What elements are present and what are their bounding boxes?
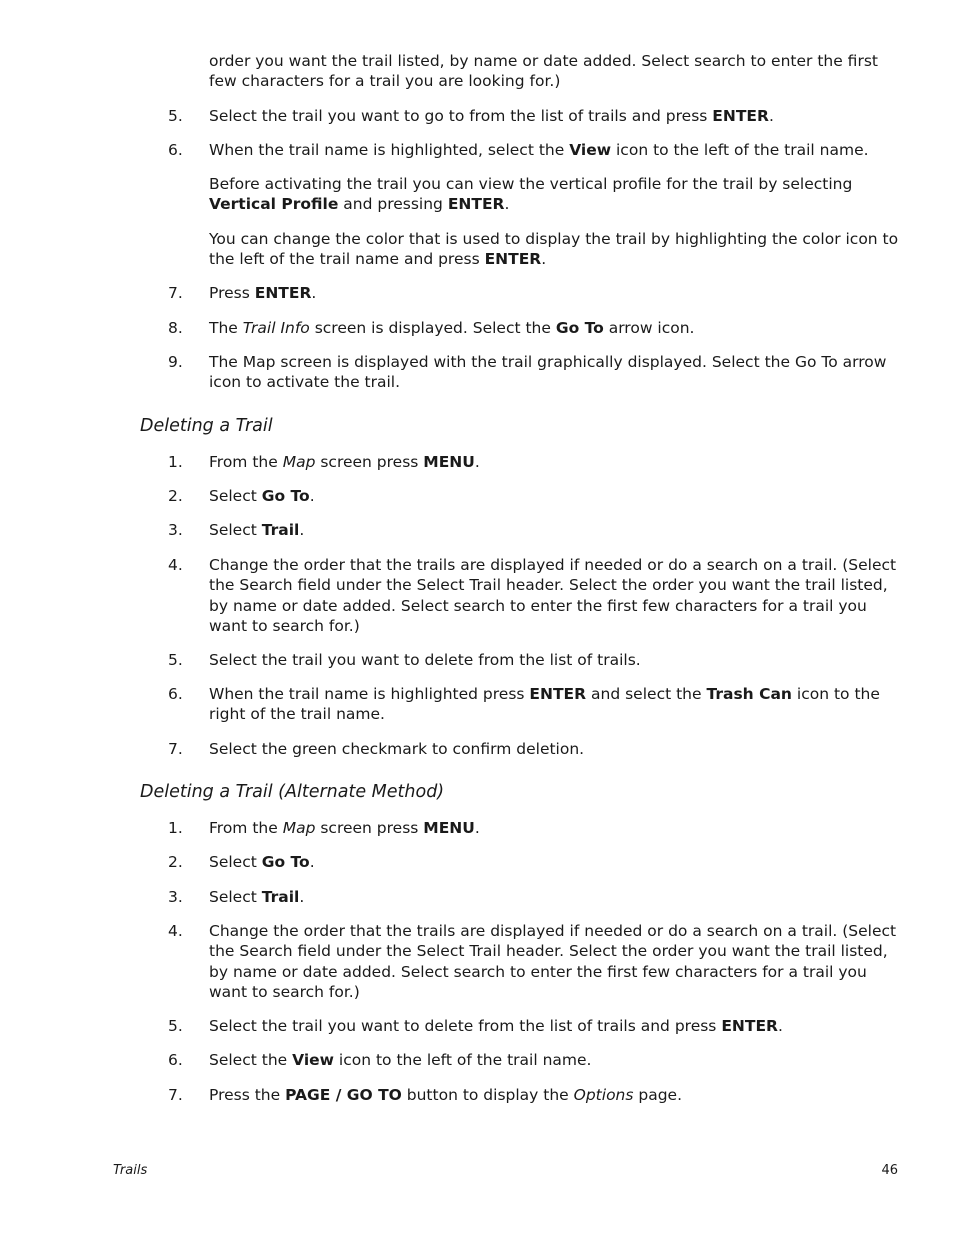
step-text: Change the order that the trails are displayed if needed or do a search on a trail. (Select the Search field under the Select Trail header. Select the order you want the trail listed, by name or date added. Select search to enter the first few characters for a trail you want to search for.) [209, 922, 897, 1001]
step-text: The Map screen is displayed with the trail graphically displayed. Select the Go To arrow icon to activate the trail. [209, 353, 887, 392]
step-number: 5. [168, 107, 183, 125]
section-heading: Deleting a Trail [140, 416, 273, 436]
page-number: 46 [881, 1163, 898, 1178]
note-paragraph: You can change the color that is used to display the trail by highlighting the color icon to the left of the trail name and press ENTER. [209, 230, 899, 269]
step-text: Select Go To. [209, 487, 315, 505]
step-number: 3. [168, 521, 183, 539]
step-number: 5. [168, 1017, 183, 1035]
step-number: 6. [168, 685, 183, 703]
step-number: 5. [168, 651, 183, 669]
step-number: 1. [168, 819, 183, 837]
step-text: Select the green checkmark to confirm deletion. [209, 740, 585, 758]
note-paragraph: Before activating the trail you can view the vertical profile for the trail by selecting Vertical Profile and pressing ENTER. [209, 175, 853, 214]
step-text: Select Trail. [209, 521, 305, 539]
step-number: 1. [168, 453, 183, 471]
step-number: 2. [168, 487, 183, 505]
step-text: Select the trail you want to delete from the list of trails and press ENTER. [209, 1017, 783, 1035]
step-text: Press the PAGE / GO TO button to display the Options page. [209, 1086, 683, 1104]
step-number: 4. [168, 922, 183, 940]
step-number: 7. [168, 284, 183, 302]
step-text: Select the View icon to the left of the trail name. [209, 1051, 592, 1069]
step-number: 4. [168, 556, 183, 574]
step-text: From the Map screen press MENU. [209, 819, 480, 837]
step-text: The Trail Info screen is displayed. Select the Go To arrow icon. [209, 319, 695, 337]
step-text: When the trail name is highlighted, select the View icon to the left of the trail name. [209, 141, 869, 159]
step-number: 9. [168, 353, 183, 371]
section-heading: Deleting a Trail (Alternate Method) [140, 782, 445, 802]
step-number: 3. [168, 888, 183, 906]
step-text: Change the order that the trails are displayed if needed or do a search on a trail. (Select the Search field under the Select Trail header. Select the order you want the trail listed, by name or date added. Select search to enter the first few characters for a trail you want to search for.) [209, 556, 897, 635]
step-text: Select Go To. [209, 853, 315, 871]
step-number: 7. [168, 740, 183, 758]
step-number: 8. [168, 319, 183, 337]
footer-section-title: Trails [113, 1163, 148, 1178]
step-text: From the Map screen press MENU. [209, 453, 480, 471]
step-text: Select the trail you want to go to from the list of trails and press ENTER. [209, 107, 774, 125]
step-text: Select the trail you want to delete from the list of trails. [209, 651, 641, 669]
step-text: When the trail name is highlighted press ENTER and select the Trash Can icon to the right of the trail name. [209, 685, 880, 724]
step-number: 6. [168, 141, 183, 159]
step-number: 6. [168, 1051, 183, 1069]
step-text: Press ENTER. [209, 284, 317, 302]
step-number: 2. [168, 853, 183, 871]
intro-paragraph: order you want the trail listed, by name or date added. Select search to enter the first few characters for a trail you are looking for.) [209, 52, 878, 91]
step-text: Select Trail. [209, 888, 305, 906]
step-number: 7. [168, 1086, 183, 1104]
